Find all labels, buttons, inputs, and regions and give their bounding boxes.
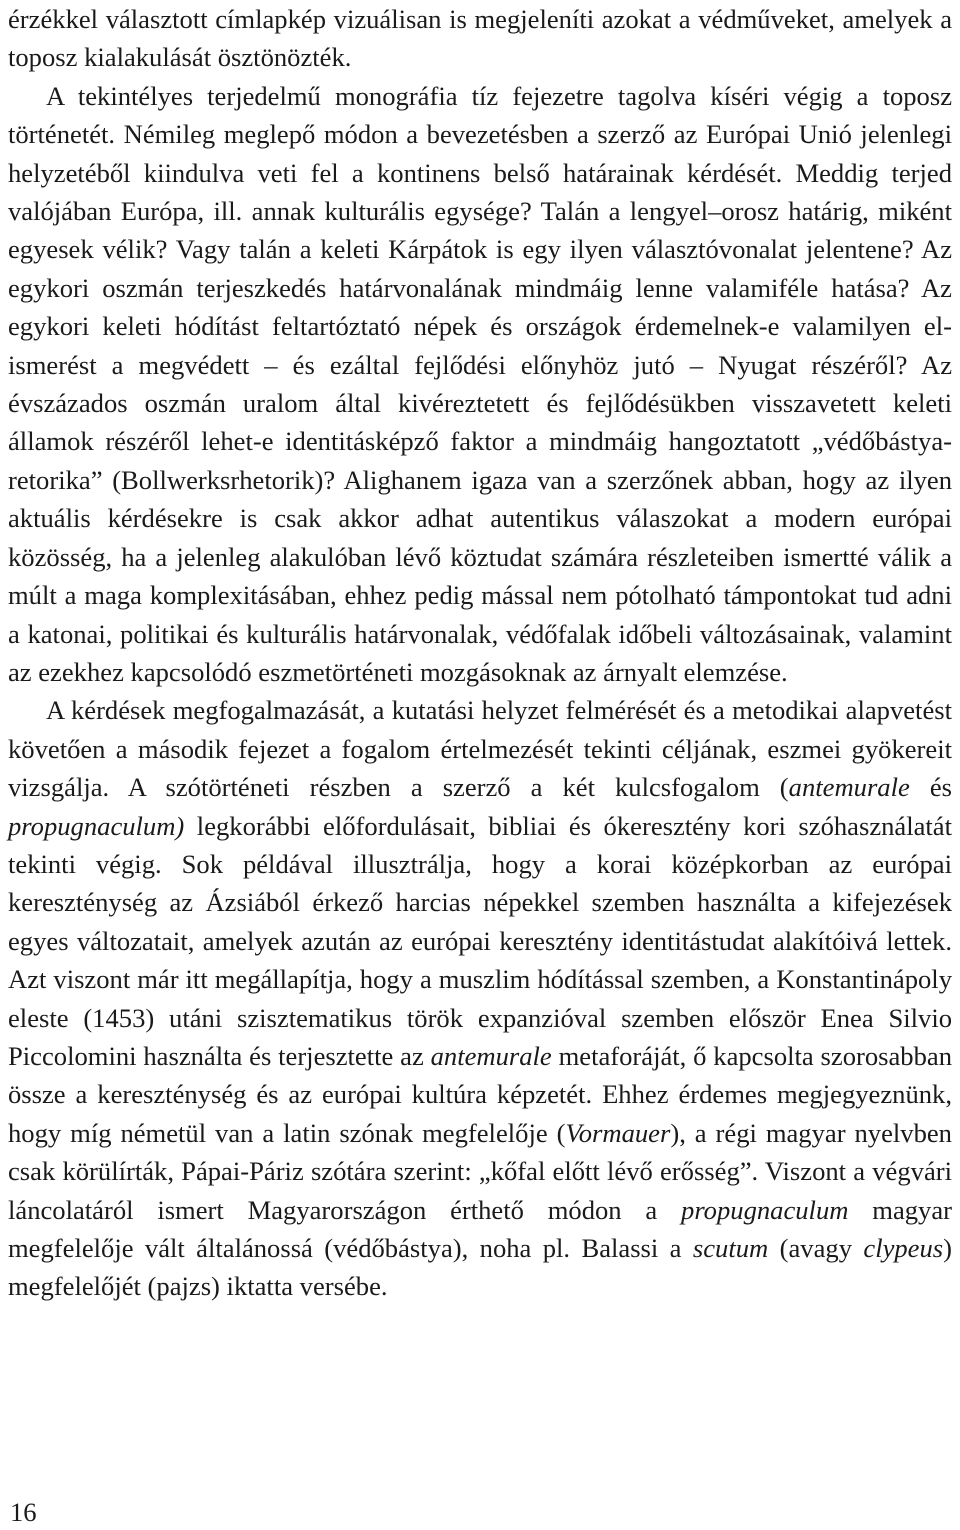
- text-run: legkorábbi előfordulásait, bibliai és ókeresztény kori szóhasználatát tekinti végig. Sok példával illusztrálja, hogy a korai középkorban az európai kereszténység az Ázsiából érkező harcias népekkel szemben használta a kifejezések egyes változatait, amelyek azután az európai keresztény identitástudat alakítóivá lettek. Azt viszont már itt megállapítja, hogy a muszlim hódítással szemben, a Konstantinápoly eleste (1453) utáni szisztematikus török expanzióval szemben először Enea Silvio Piccolomini használta és terjesztette az: [8, 810, 952, 1071]
- text-run: A tekintélyes terjedelmű monográfia tíz fejezetre tagolva kíséri végig a toposz történetét. Némileg meglepő módon a bevezetésben a szerző az Európai Unió jelenlegi helyzetéből kiindulva veti fel a kontinens belső határainak kérdését. Meddig terjed valójában Európa, ill. annak kulturális egysége? Talán a lengyel–orosz határig, miként egyesek vélik? Vagy talán a keleti Kárpátok is egy ilyen választóvonalat jelentene? Az egykori oszmán terjeszkedés határvonalának mindmáig lenne valamiféle hatása? Az egykori keleti hódítást feltartóztató népek és országok érdemelnek-e valamilyen elismerést a megvédett – és ezáltal fejlődési előnyhöz jutó – Nyugat részéről? Az évszázados oszmán uralom által kivéreztetett és fejlődésükben visszavetett keleti államok részéről lehet-e identitásképző faktor a mindmáig hangoztatott „védőbástya-retorika” (Bollwerksrhetorik)? Alighanem igaza van a szerzőnek abban, hogy az ilyen aktuális kérdésekre is csak akkor adhat autentikus válaszokat a modern európai közösség, ha a jelenleg alakulóban lévő köztudat számára részleteiben ismertté válik a múlt a maga komplexitásában, ehhez pedig mással nem pótolható támpontokat tud adni a katonai, politikai és kulturális határvonalak, védőfalak időbeli változásainak, valamint az ezekhez kapcsolódó eszmetörténeti mozgásoknak az árnyalt elemzése.: [8, 80, 952, 687]
- text-run: érzékkel választott címlapkép vizuálisan is megjeleníti azokat a védműveket, amelyek a toposz kialakulását ösztönözték.: [8, 4, 952, 73]
- body-paragraph: [8, 0, 952, 77]
- text-run: és: [909, 772, 952, 803]
- italic-term: antemurale: [430, 1040, 552, 1071]
- text-run: ) megfelelőjét (pajzs) iktatta versébe.: [8, 1233, 952, 1302]
- text-run: metaforáját, ő kapcsolta szorosabban össze a kereszténység és az európai kultúra képzetét. Ehhez érdemes megjegyeznünk, hogy míg németül van a latin szónak megfelelője (: [8, 1040, 952, 1148]
- body-paragraph: [8, 77, 952, 692]
- text-run: ), a régi magyar nyelvben csak körülírták, Pápai-Páriz szótára szerint: „kőfal előtt lévő erősség”. Viszont a végvári láncolatáról ismert Magyarországon érthető módon a: [8, 1117, 952, 1225]
- italic-term: scutum: [692, 1233, 769, 1263]
- page-number: 16: [10, 1497, 37, 1527]
- text-run: (avagy: [768, 1233, 864, 1263]
- text-run: magyar megfelelője vált általánossá (védőbástya), noha pl. Balassi a: [8, 1194, 952, 1263]
- italic-term: antemurale: [788, 772, 910, 803]
- body-paragraph: [8, 691, 952, 1306]
- italic-term: propugnaculum: [681, 1194, 849, 1225]
- page-body: [8, 0, 952, 1306]
- italic-term: propugnaculum): [8, 810, 185, 841]
- italic-term: Vormauer: [565, 1117, 671, 1148]
- italic-term: clypeus: [863, 1233, 944, 1263]
- text-run: A kérdések megfogalmazását, a kutatási helyzet felmérését és a metodikai alapvetést követően a második fejezet a fogalom értelmezését tekinti céljának, eszmei gyökereit vizsgálja. A szótörténeti részben a szerző a két kulcsfogalom (: [8, 695, 952, 803]
